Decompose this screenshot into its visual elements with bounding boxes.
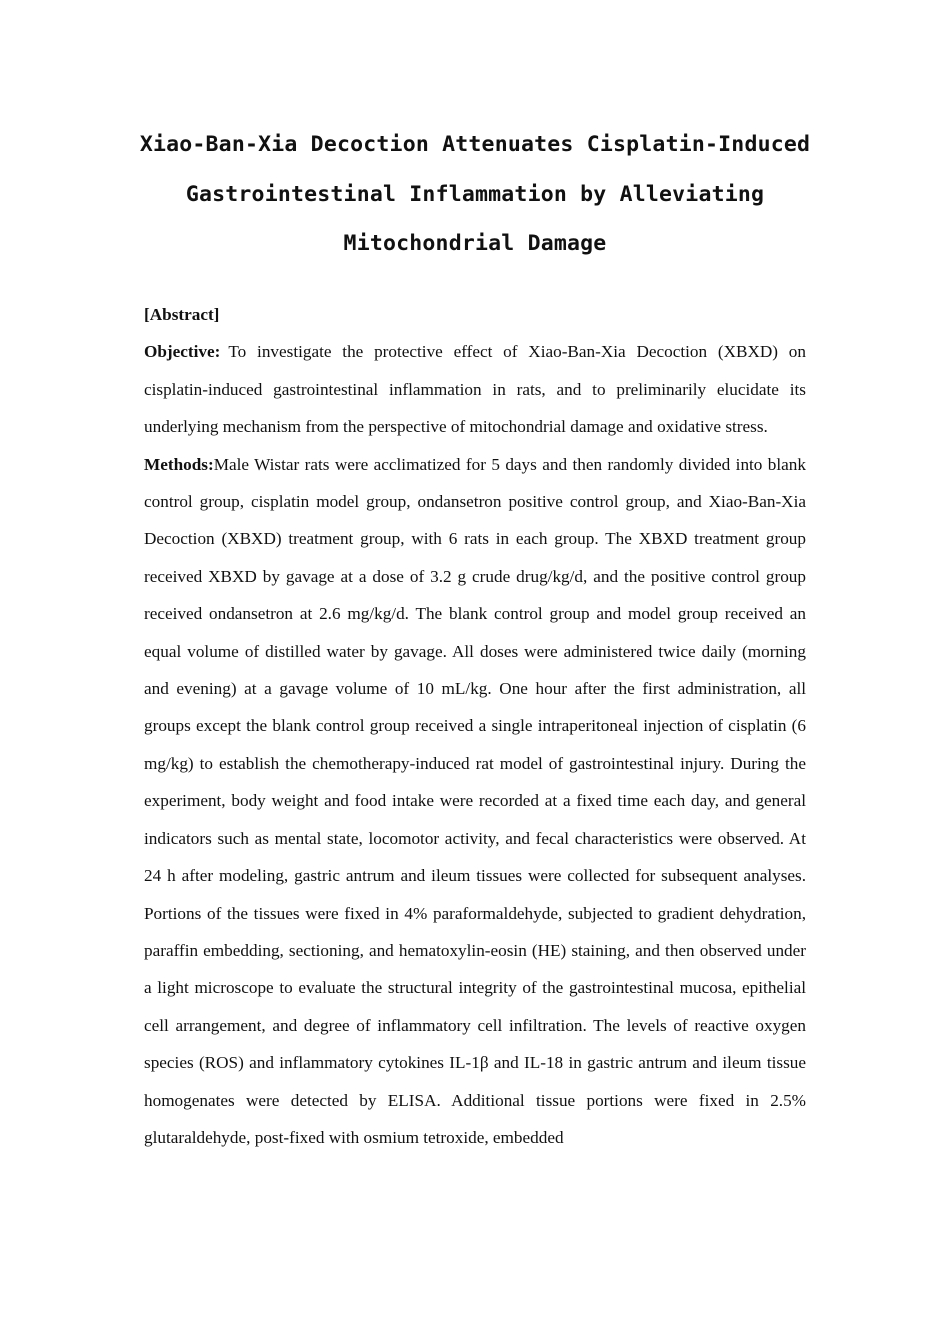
abstract-section <box>144 296 806 1156</box>
methods-text: Male Wistar rats were acclimatized for 5 days and then randomly divided into blank control group, cisplatin model group, ondansetron positive control group, and Xiao-Ban-Xia Decoction (XBXD) treatment group, with 6 rats in each group. The XBXD treatment group received XBXD by gavage at a dose of 3.2 g crude drug/kg/d, and the positive control group received ondansetron at 2.6 mg/kg/d. The blank control group and model group received an equal volume of distilled water by gavage. All doses were administered twice daily (morning and evening) at a gavage volume of 10 mL/kg. One hour after the first administration, all groups except the blank control group received a single intraperitoneal injection of cisplatin (6 mg/kg) to establish the chemotherapy-induced rat model of gastrointestinal injury. During the experiment, body weight and food intake were recorded at a fixed time each day, and general indicators such as mental state, locomotor activity, and fecal characteristics were observed. At 24 h after modeling, gastric antrum and ileum tissues were collected for subsequent analyses. Portions of the tissues were fixed in 4% paraformaldehyde, subjected to gradient dehydration, paraffin embedding, sectioning, and hematoxylin-eosin (HE) staining, and then observed under a light microscope to evaluate the structural integrity of the gastrointestinal mucosa, epithelial cell arrangement, and degree of inflammatory cell infiltration. The levels of reactive oxygen species (ROS) and inflammatory cytokines IL-1β and IL-18 in gastric antrum and ileum tissue homogenates were detected by ELISA. Additional tissue portions were fixed in 2.5% glutaraldehyde, post-fixed with osmium tetroxide, embedded <box>144 454 806 1147</box>
paper-title <box>110 120 840 269</box>
abstract-heading: [Abstract] <box>144 305 220 324</box>
title-line-1: Xiao-Ban-Xia Decoction Attenuates Cisplatin-Induced <box>139 132 811 157</box>
objective-label: Objective: <box>144 342 221 362</box>
title-line-3: Mitochondrial Damage <box>343 231 607 256</box>
methods-paragraph <box>144 446 806 1157</box>
objective-text: To investigate the protective effect of Xiao-Ban-Xia Decoction (XBXD) on cisplatin-induced gastrointestinal inflammation in rats, and to preliminarily elucidate its underlying mechanism from the perspective of mitochondrial damage and oxidative stress. <box>144 342 806 437</box>
title-line-2: Gastrointestinal Inflammation by Alleviating <box>185 181 765 207</box>
methods-label: Methods: <box>144 454 214 474</box>
objective-paragraph <box>144 333 806 445</box>
